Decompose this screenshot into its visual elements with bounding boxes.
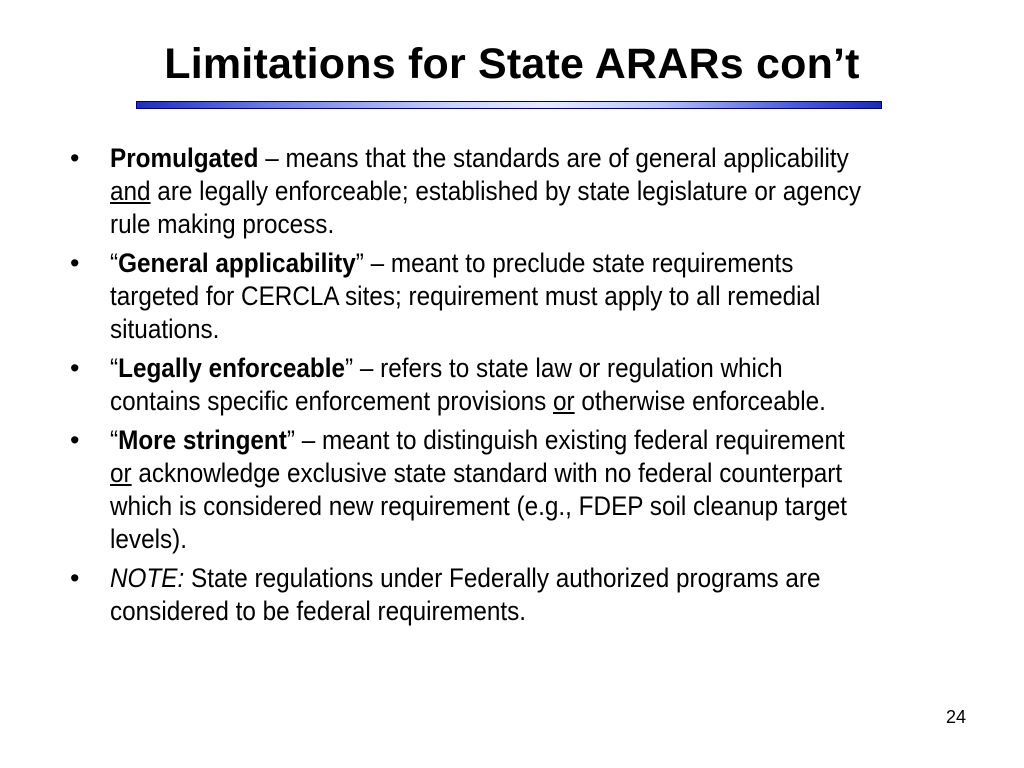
bullet-text: [110, 562, 866, 628]
bullet-term: Promulgated: [110, 143, 259, 173]
bullet-marker: •: [70, 353, 80, 383]
bullet-text: [110, 142, 866, 241]
close-quote: ”: [286, 425, 295, 455]
open-quote: “: [110, 353, 119, 383]
note-label: NOTE:: [110, 563, 185, 593]
title-underline-bar: [136, 101, 882, 109]
bullet-marker: •: [70, 563, 80, 593]
bullet-item-note: [70, 562, 950, 628]
bullet-item-legally-enforceable: [70, 352, 950, 418]
bullet-text-part: State regulations under Federally authorized programs are considered to be federal requirements.: [110, 563, 821, 626]
bullet-marker: •: [70, 425, 80, 455]
bullet-text-part: – meant to preclude state requirements targeted for CERCLA sites; requirement must apply to all remedial situations.: [110, 248, 821, 344]
bullet-marker: •: [70, 248, 80, 278]
close-quote: ”: [344, 353, 354, 383]
bullet-marker: •: [70, 143, 80, 173]
bullet-term: More stringent: [118, 425, 287, 455]
underlined-word: or: [553, 386, 575, 416]
open-quote: “: [110, 248, 119, 278]
open-quote: “: [110, 425, 119, 455]
bullet-term: Legally enforceable: [118, 353, 345, 383]
bullet-item-more-stringent: [70, 424, 950, 556]
bullet-text-part: – refers to state law or regulation which contains specific enforcement provisions: [110, 353, 783, 416]
bullet-text-part: – means that the standards are of general applicability: [258, 143, 849, 173]
underlined-word: and: [110, 176, 151, 206]
page-number: 24: [945, 707, 966, 727]
bullet-term: General applicability: [118, 248, 356, 278]
bullet-text-part: – meant to distinguish existing federal requirement: [294, 425, 845, 455]
bullet-text-part: otherwise enforceable.: [574, 386, 826, 416]
underlined-word: or: [110, 458, 132, 488]
bullet-text: [110, 247, 866, 346]
bullet-text: [110, 352, 866, 418]
bullet-list: [70, 142, 950, 634]
bullet-text: [110, 424, 866, 556]
slide-title: Limitations for State ARARs con’t: [164, 40, 860, 88]
bullet-text-part: acknowledge exclusive state standard with no federal counterpart which is considered new requirement (e.g., FDEP soil cleanup target levels).: [110, 458, 848, 554]
close-quote: ”: [355, 248, 364, 278]
bullet-text-part: are legally enforceable; established by state legislature or agency rule making process.: [110, 176, 862, 239]
bullet-item-promulgated: [70, 142, 950, 241]
bullet-item-general-applicability: [70, 247, 950, 346]
